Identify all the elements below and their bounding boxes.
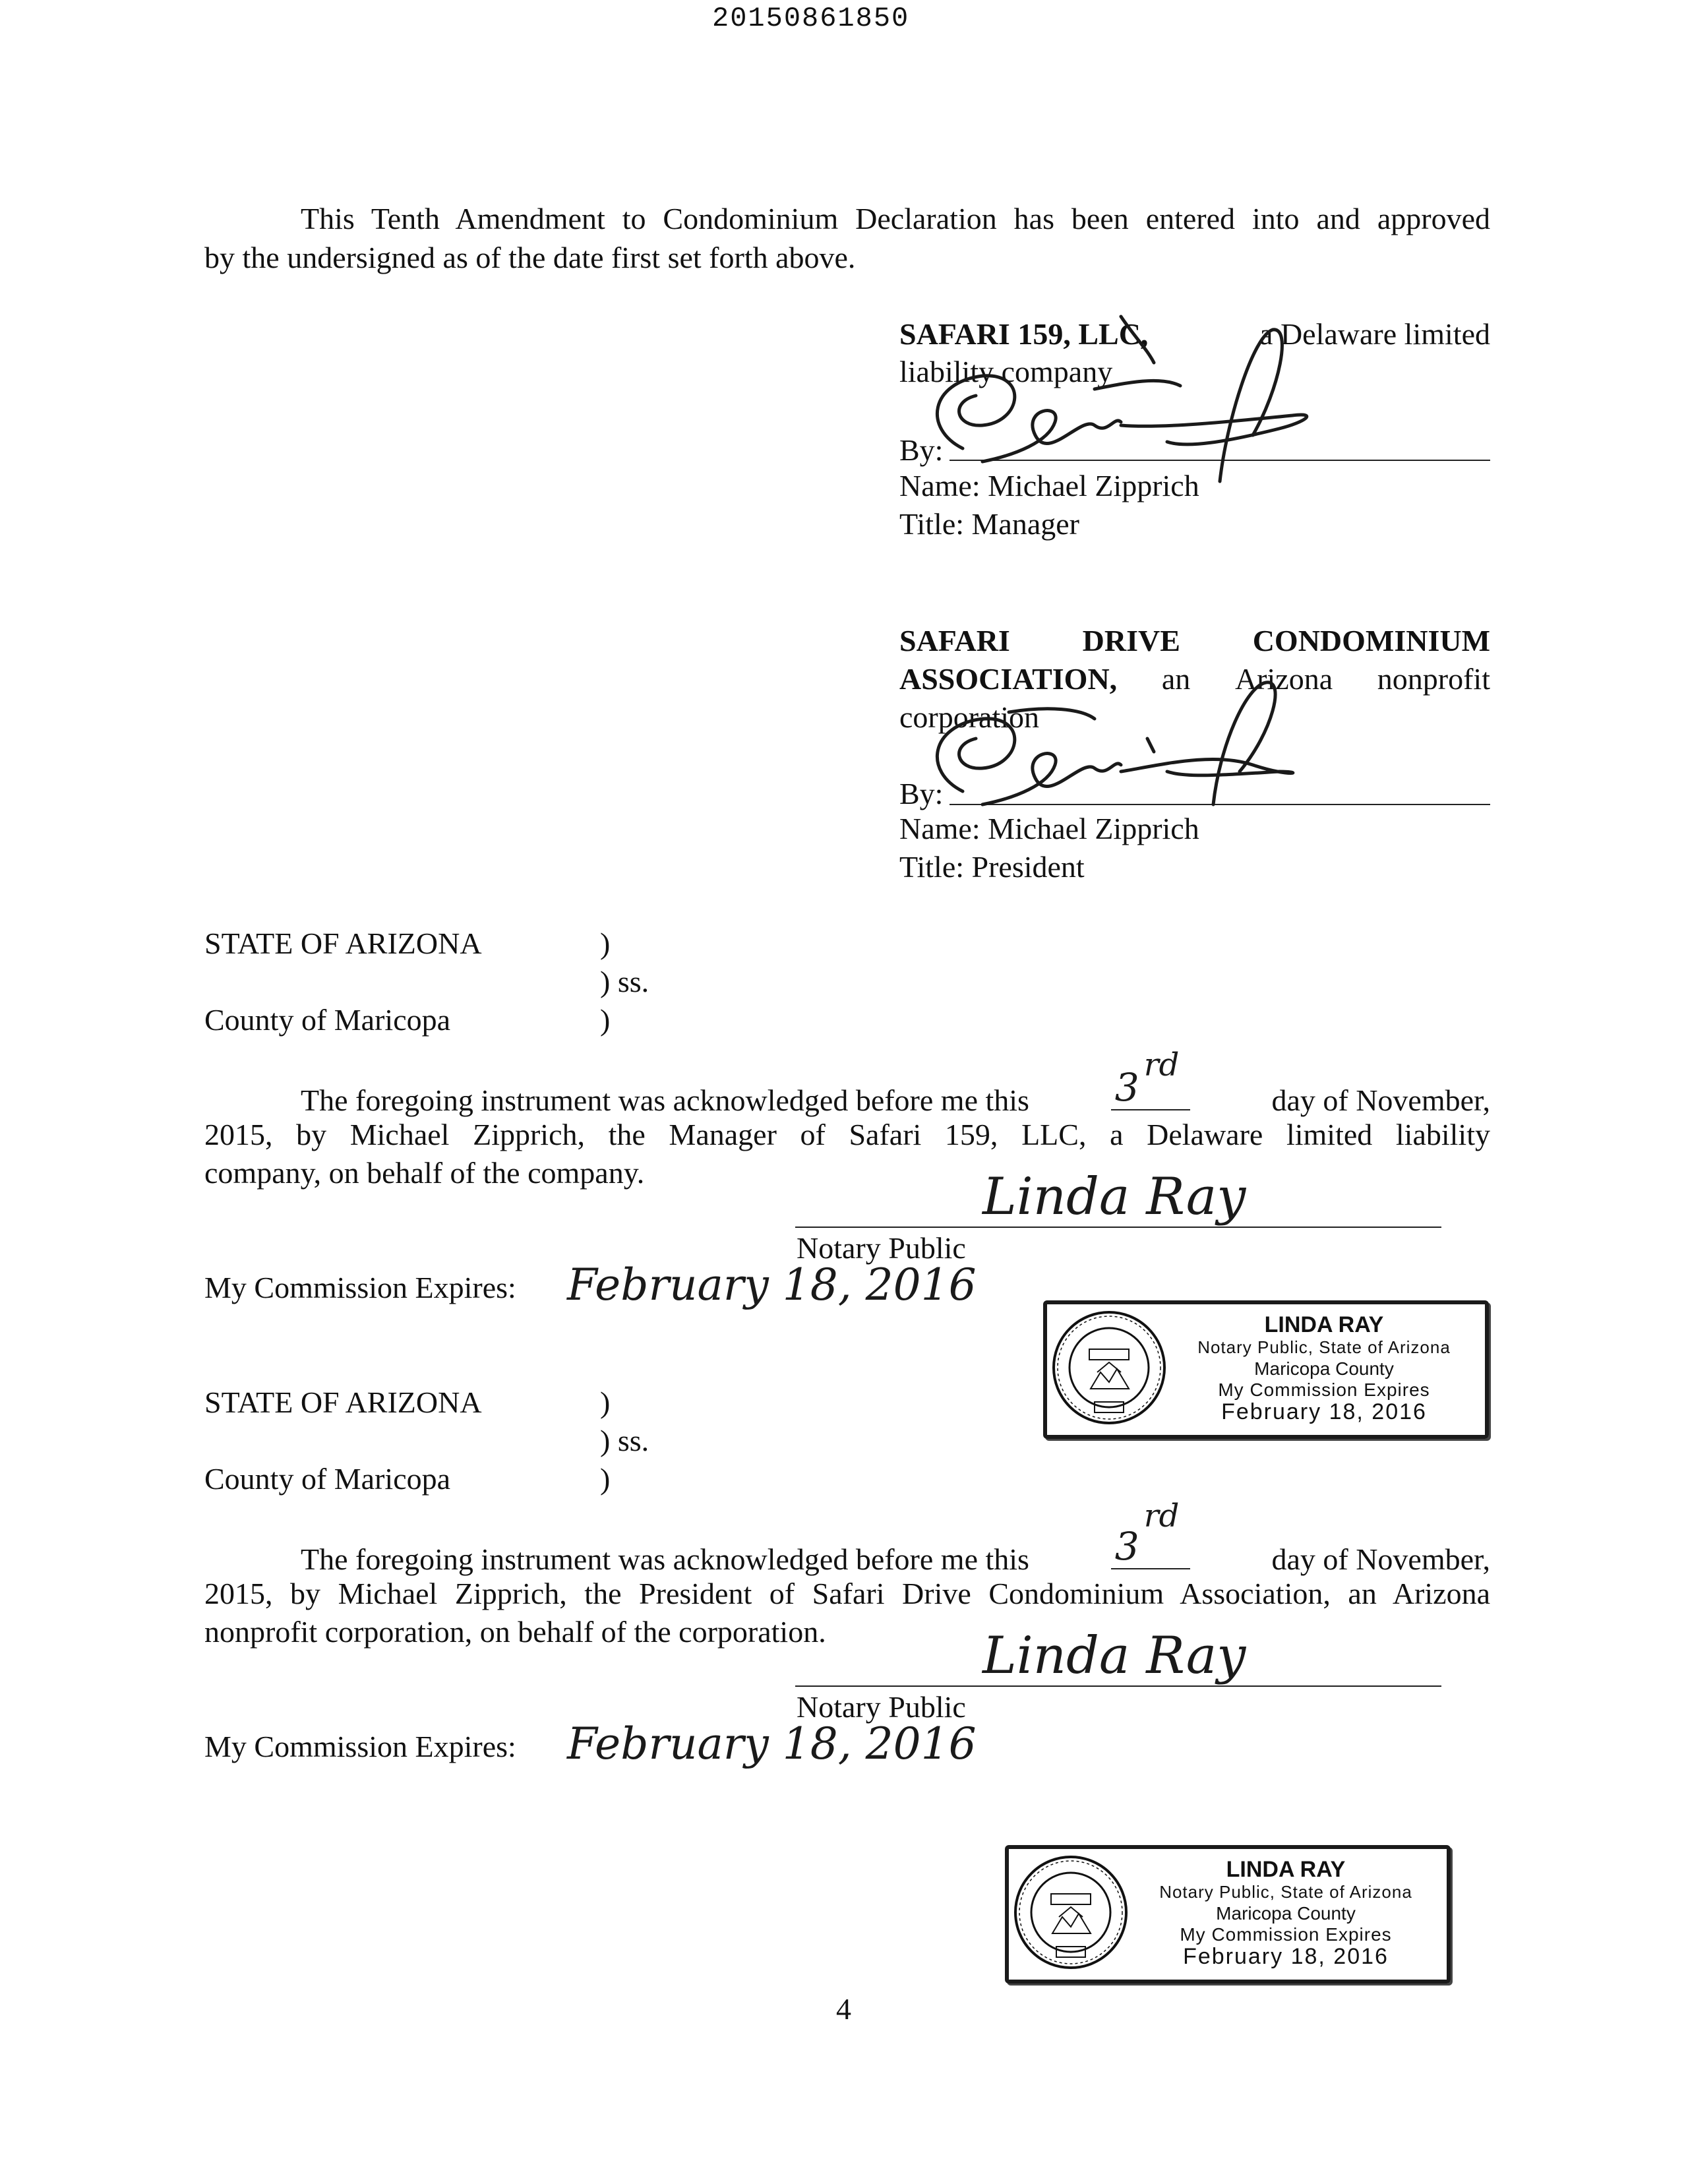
ack2-notary-signature: Linda Ray: [982, 1626, 1246, 1685]
stamp-2-expires-label: My Commission Expires: [1180, 1924, 1392, 1945]
ack2-paren-1: ): [600, 1385, 611, 1419]
intro-line-1: This Tenth Amendment to Condominium Declaration has been entered into and approved: [301, 202, 1490, 235]
ack1-para-line-1b: day of November,: [1271, 1083, 1490, 1117]
ack2-day-handwritten: 3: [1114, 1524, 1139, 1569]
ack1-day-blank: [1111, 1046, 1190, 1110]
sig2-by-label: By:: [899, 777, 944, 810]
stamp-1-name: LINDA RAY: [1264, 1312, 1384, 1337]
sig2-entity-desc-3: nonprofit: [1377, 662, 1490, 696]
sig1-title: Title: Manager: [899, 507, 1079, 541]
page-number: 4: [836, 1992, 851, 2026]
sig2-entity-word-1: SAFARI: [899, 624, 1010, 657]
stamp-1-county: Maricopa County: [1254, 1358, 1394, 1379]
stamp-2-expires-date: February 18, 2016: [1183, 1944, 1389, 1969]
ack1-day-handwritten: 3: [1114, 1065, 1139, 1110]
sig1-entity-name: SAFARI 159, LLC,: [899, 317, 1149, 351]
ack2-paren-3: ): [600, 1462, 611, 1496]
ack1-paren-1: ): [600, 926, 611, 960]
ack2-para-line-1b: day of November,: [1271, 1542, 1490, 1576]
ack2-ss: ) ss.: [600, 1424, 649, 1457]
ack2-day-blank: [1111, 1498, 1190, 1569]
stamp-2-county: Maricopa County: [1216, 1903, 1356, 1924]
sig2-entity-desc-2: Arizona: [1234, 662, 1333, 696]
stamp-1-expires-date: February 18, 2016: [1221, 1399, 1427, 1424]
stamp-2-title: Notary Public, State of Arizona: [1159, 1882, 1412, 1902]
ack1-commission-date: February 18, 2016: [567, 1259, 977, 1310]
ack1-para-line-1a: The foregoing instrument was acknowledged before me this: [301, 1083, 1029, 1117]
ack1-paren-3: ): [600, 1003, 611, 1037]
document-number: 20150861850: [712, 3, 910, 34]
ack1-para-line-1: [301, 1046, 1490, 1120]
ack2-para-line-1a: The foregoing instrument was acknowledged before me this: [301, 1542, 1029, 1576]
sig1-entity-line2: liability company: [899, 355, 1113, 388]
ack2-para-line-2: 2015, by Michael Zipprich, the President of Safari Drive Condominium Association, an Arizona: [204, 1577, 1490, 1610]
sig2-entity-word-2: DRIVE: [1082, 624, 1180, 657]
notary-stamp-1: [1043, 1300, 1489, 1439]
sig2-signature-icon: [884, 673, 1345, 844]
sig1-signature-icon: [884, 310, 1345, 521]
ack1-notary-label: Notary Public: [797, 1231, 966, 1265]
ack2-commission-date: February 18, 2016: [567, 1718, 977, 1769]
ack2-commission-label: My Commission Expires:: [204, 1730, 516, 1763]
ack1-para-line-2: 2015, by Michael Zipprich, the Manager of Safari 159, LLC, a Delaware limited liability: [204, 1118, 1490, 1151]
notary-stamp-2: [1005, 1845, 1451, 1984]
stamp-2-name: LINDA RAY: [1226, 1857, 1346, 1882]
intro-line-2: by the undersigned as of the date first set forth above.: [204, 241, 856, 274]
ack2-para-line-1: [301, 1498, 1490, 1579]
ack1-notary-signature: Linda Ray: [982, 1167, 1246, 1227]
ack1-state: STATE OF ARIZONA: [204, 926, 482, 960]
ack2-notary-line: [795, 1685, 1441, 1687]
ack2-notary-label: Notary Public: [797, 1690, 966, 1724]
sig2-name: Name: Michael Zipprich: [899, 812, 1199, 845]
ack1-para-line-3: company, on behalf of the company.: [204, 1156, 645, 1190]
sig2-entity-name: ASSOCIATION,: [899, 662, 1118, 696]
stamp-1-title: Notary Public, State of Arizona: [1197, 1337, 1451, 1357]
sig1-entity-desc: a Delaware limited: [1259, 317, 1490, 351]
notary-seal-icon: [1013, 1854, 1129, 1970]
ack1-county: County of Maricopa: [204, 1003, 451, 1037]
ack2-state: STATE OF ARIZONA: [204, 1385, 482, 1419]
sig1-by-label: By:: [899, 433, 944, 467]
ack1-ss: ) ss.: [600, 965, 649, 998]
stamp-1-expires-label: My Commission Expires: [1218, 1380, 1430, 1400]
ack1-commission-label: My Commission Expires:: [204, 1271, 516, 1304]
sig2-entity-line1: [899, 622, 1490, 660]
sig1-name: Name: Michael Zipprich: [899, 469, 1199, 502]
ack2-para-line-3: nonprofit corporation, on behalf of the corporation.: [204, 1615, 826, 1649]
notary-seal-icon: [1051, 1310, 1167, 1426]
sig2-title: Title: President: [899, 850, 1085, 884]
ack1-day-suffix: rd: [1143, 1046, 1180, 1083]
ack2-county: County of Maricopa: [204, 1462, 451, 1496]
sig2-entity-desc-1: an: [1161, 662, 1191, 696]
ack1-notary-line: [795, 1227, 1441, 1228]
sig2-entity-word-3: CONDOMINIUM: [1252, 624, 1490, 657]
ack2-day-suffix: rd: [1143, 1498, 1180, 1534]
sig2-entity-line3: corporation: [899, 700, 1040, 734]
